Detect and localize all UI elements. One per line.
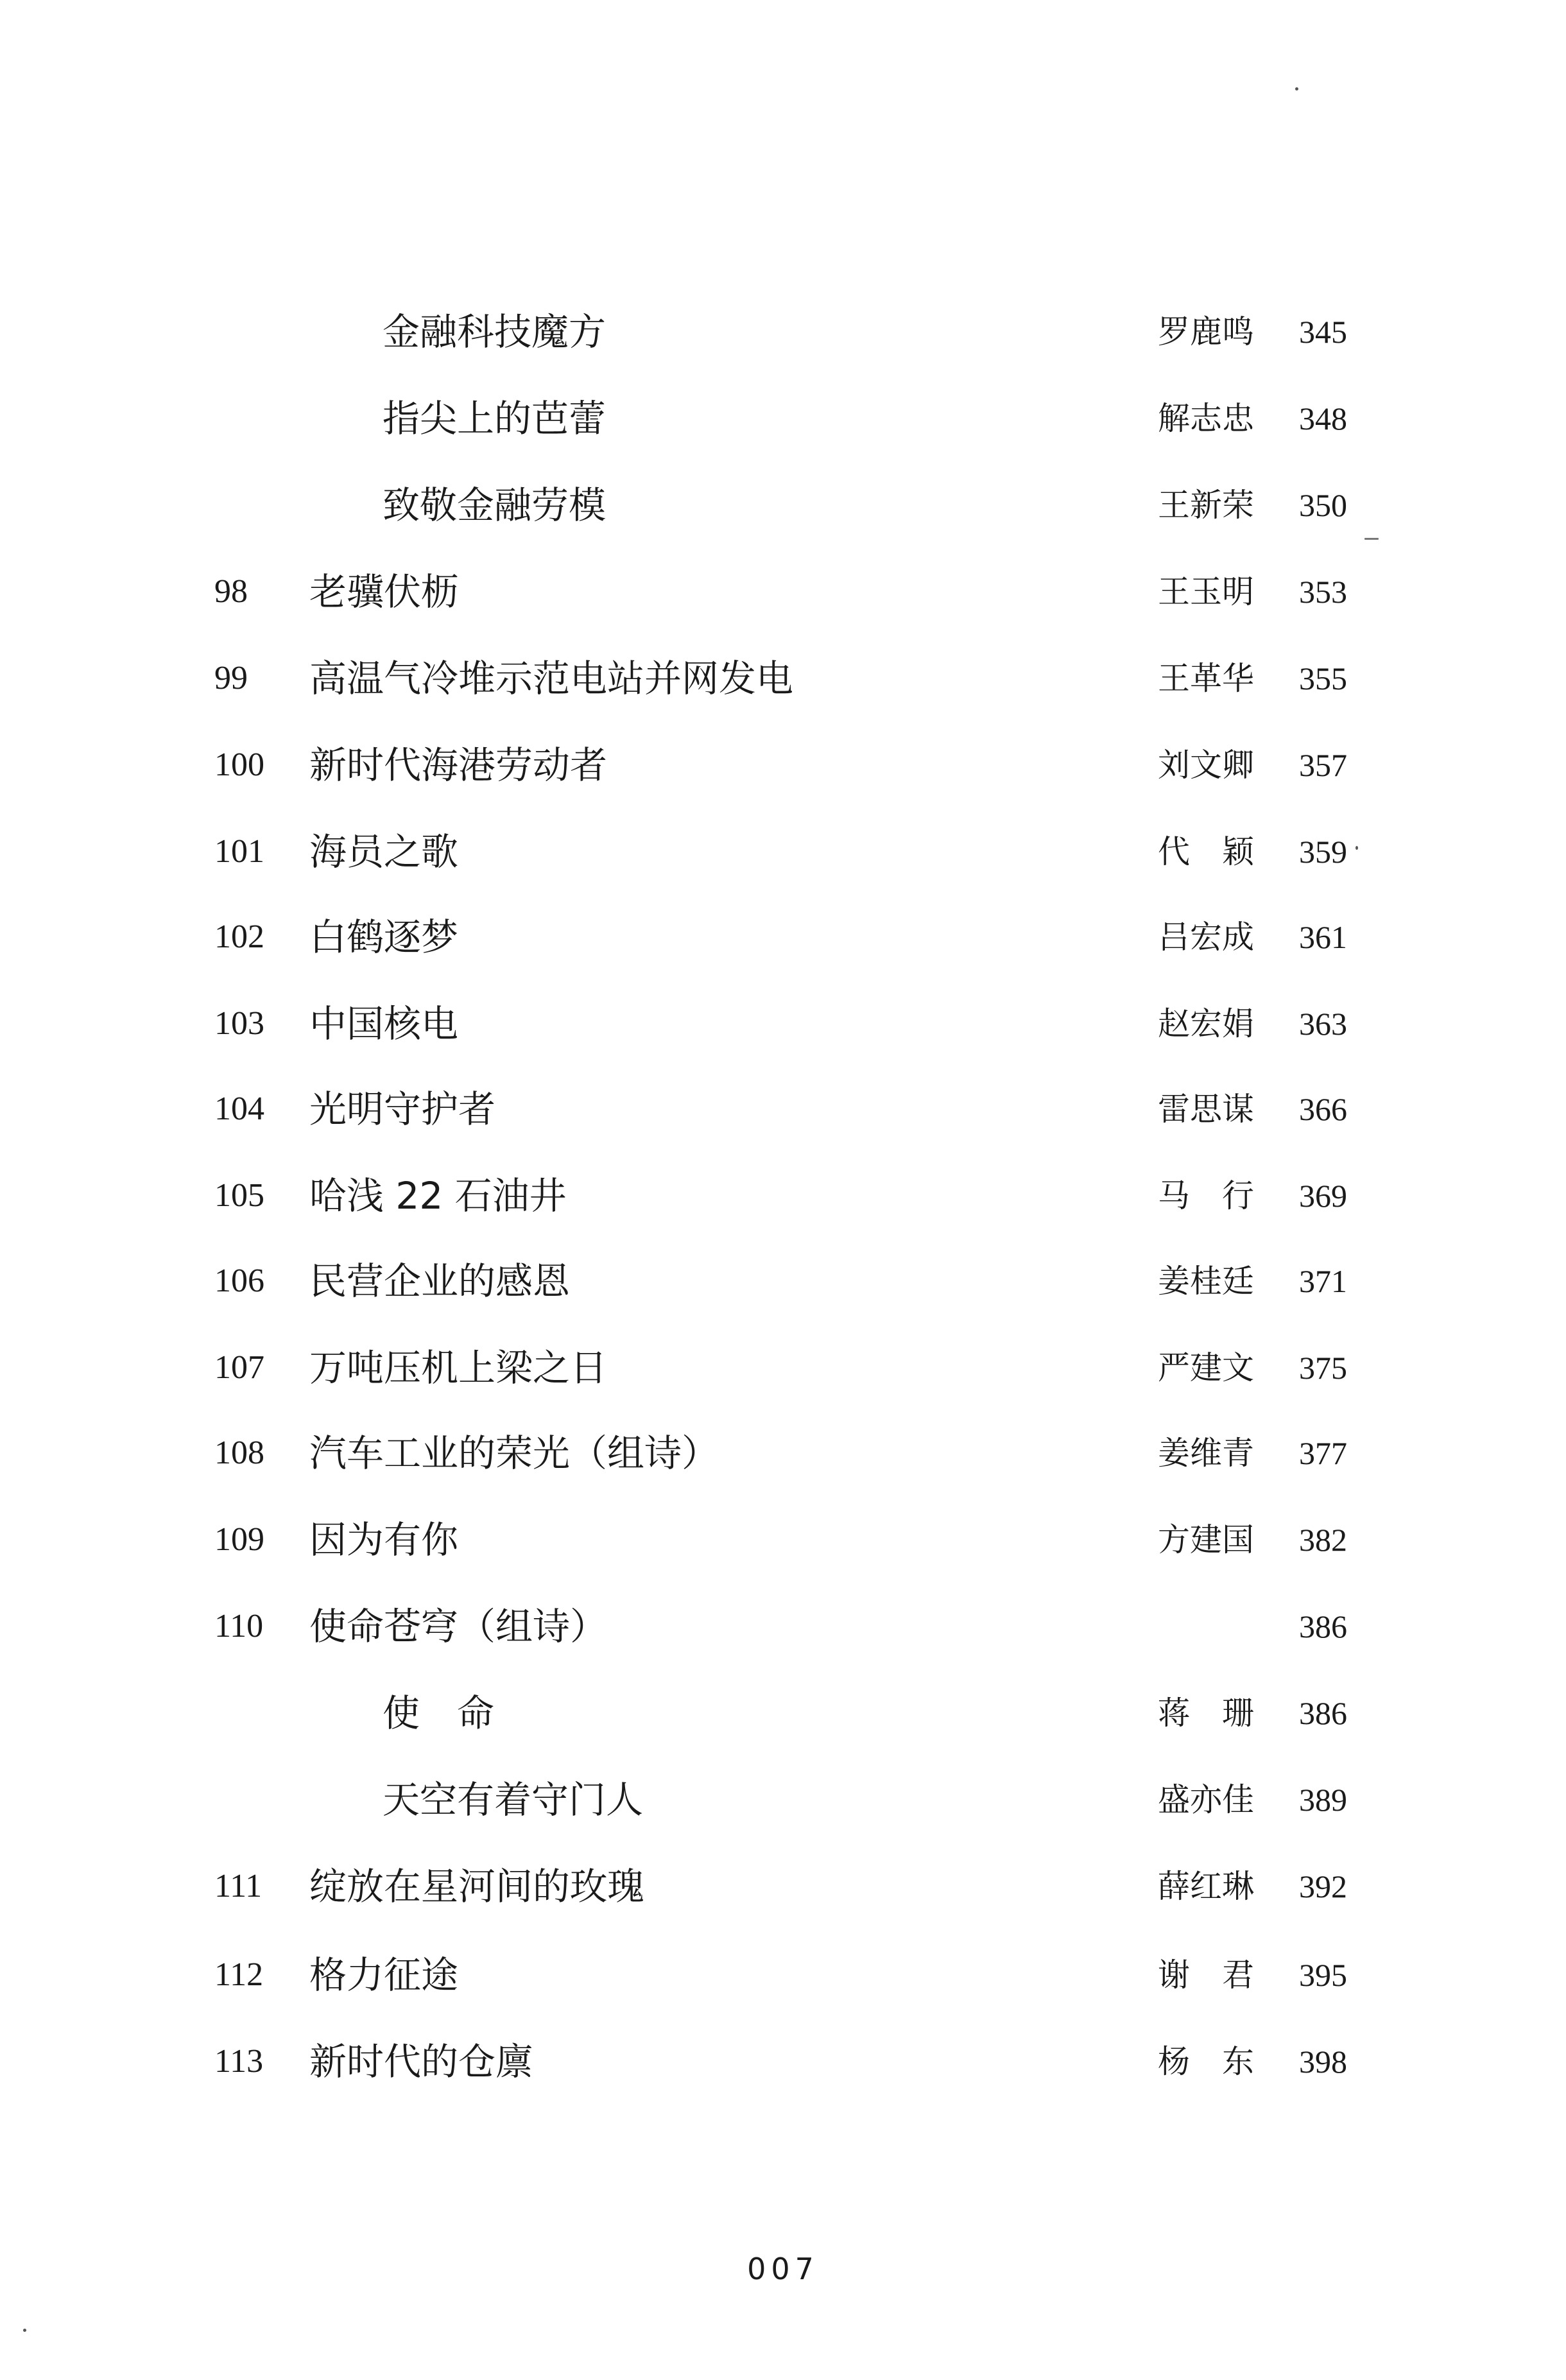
entry-title: 致敬金融劳模 xyxy=(383,483,607,527)
entry-title: 白鹤逐梦 xyxy=(309,915,459,959)
dot-leader xyxy=(462,988,1155,1059)
entry-author: 蒋 珊 xyxy=(1158,1694,1254,1732)
dot-leader xyxy=(574,1246,1155,1316)
entry-author: 盛亦佳 xyxy=(1158,1781,1254,1818)
entry-title: 民营企业的感恩 xyxy=(309,1259,571,1303)
entry-title-with-leader xyxy=(309,556,1155,627)
entry-author: 姜维青 xyxy=(1158,1435,1254,1472)
entry-title-with-leader xyxy=(383,470,1155,540)
entry-title: 万吨压机上梁之日 xyxy=(309,1346,608,1390)
dot-leader xyxy=(648,1851,1155,1922)
dot-leader xyxy=(462,1940,1155,2010)
entry-title: 格力征途 xyxy=(309,1953,459,1997)
entry-page-number: 389 xyxy=(1299,1782,1347,1818)
entry-number: 103 xyxy=(214,1005,264,1042)
entry-title: 绽放在星河间的玫瑰 xyxy=(309,1865,645,1908)
entry-title-with-leader xyxy=(309,1505,1155,1575)
entry-author: 薛红琳 xyxy=(1158,1868,1254,1905)
entry-title-with-leader xyxy=(309,643,1155,714)
entry-title: 天空有着守门人 xyxy=(383,1778,644,1822)
entry-title: 因为有你 xyxy=(309,1518,459,1562)
entry-page-number: 375 xyxy=(1299,1350,1347,1386)
entry-author: 王革华 xyxy=(1158,660,1254,697)
entry-page-number: 350 xyxy=(1299,487,1347,523)
entry-number: 113 xyxy=(214,2043,264,2080)
entry-page-number: 359 xyxy=(1299,834,1347,870)
entry-number: 108 xyxy=(214,1435,264,1471)
toc-entry xyxy=(0,1074,1566,1144)
entry-number: 105 xyxy=(214,1177,264,1214)
toc-entry xyxy=(0,297,1566,367)
entry-page-number: 366 xyxy=(1299,1091,1347,1127)
entry-title-with-leader xyxy=(309,1591,1258,1662)
entry-author: 罗鹿鸣 xyxy=(1158,313,1254,350)
entry-page-number: 353 xyxy=(1299,574,1347,610)
entry-page-number: 386 xyxy=(1299,1608,1347,1644)
entry-title: 汽车工业的荣光（组诗） xyxy=(309,1431,719,1475)
toc-entry xyxy=(0,2026,1566,2097)
entry-author: 马 行 xyxy=(1158,1177,1254,1214)
entry-title: 新时代海港劳动者 xyxy=(309,743,608,787)
entry-page-number: 355 xyxy=(1299,660,1347,696)
toc-entry xyxy=(0,902,1566,972)
entry-title-with-leader xyxy=(309,1246,1155,1316)
entry-page-number: 386 xyxy=(1299,1695,1347,1731)
entry-title: 哈浅 22 石油井 xyxy=(309,1174,567,1218)
entry-title-with-leader xyxy=(309,988,1155,1059)
entry-author: 杨 东 xyxy=(1158,2043,1254,2080)
entry-page-number: 357 xyxy=(1299,747,1347,783)
entry-title: 光明守护者 xyxy=(309,1087,496,1131)
entry-title-with-leader xyxy=(383,297,1155,367)
entry-title: 使命苍穹（组诗） xyxy=(309,1605,608,1648)
toc-entry xyxy=(0,1764,1566,1835)
entry-title: 高温气冷堆示范电站并网发电 xyxy=(309,657,794,700)
toc-entry xyxy=(0,816,1566,887)
entry-title: 金融科技魔方 xyxy=(383,310,607,354)
entry-title: 指尖上的芭蕾 xyxy=(383,397,607,440)
entry-author: 解志忠 xyxy=(1158,400,1254,437)
entry-number: 101 xyxy=(214,833,264,870)
dot-leader xyxy=(462,902,1155,972)
dot-leader xyxy=(611,1332,1155,1403)
entry-author: 严建文 xyxy=(1158,1349,1254,1386)
entry-number: 102 xyxy=(214,918,264,955)
entry-title: 新时代的仓廪 xyxy=(309,2040,533,2083)
scan-speck xyxy=(1364,538,1379,540)
entry-page-number: 361 xyxy=(1299,919,1347,955)
entry-title-with-leader xyxy=(309,816,1155,887)
entry-title: 海员之歌 xyxy=(309,830,459,874)
entry-title-with-leader xyxy=(383,1678,1155,1748)
entry-page-number: 398 xyxy=(1299,2044,1347,2080)
entry-page-number: 382 xyxy=(1299,1522,1347,1558)
entry-author: 吕宏成 xyxy=(1158,918,1254,956)
entry-title: 中国核电 xyxy=(309,1002,459,1046)
entry-title-with-leader xyxy=(309,1851,1155,1922)
entry-author: 王玉明 xyxy=(1158,573,1254,610)
entry-page-number: 345 xyxy=(1299,314,1347,350)
dot-leader xyxy=(647,1764,1155,1835)
dot-leader xyxy=(462,556,1155,627)
entry-author: 谢 君 xyxy=(1158,1956,1254,1994)
toc-entry xyxy=(0,556,1566,627)
entry-title-with-leader xyxy=(309,2026,1155,2097)
toc-entry xyxy=(0,1591,1566,1662)
entry-title-with-leader xyxy=(309,1332,1155,1403)
toc-entry xyxy=(0,1418,1566,1488)
entry-number: 99 xyxy=(214,660,248,696)
entry-author: 代 颖 xyxy=(1158,833,1254,870)
dot-leader xyxy=(723,1418,1155,1488)
toc-entry xyxy=(0,1505,1566,1575)
toc-entry xyxy=(0,1160,1566,1231)
toc-entry xyxy=(0,1940,1566,2010)
entry-title-with-leader xyxy=(309,730,1155,800)
entry-title-with-leader xyxy=(309,1160,1155,1231)
entry-number: 104 xyxy=(214,1091,264,1127)
scan-speck xyxy=(1355,846,1358,850)
entry-page-number: 377 xyxy=(1299,1435,1347,1471)
dot-leader xyxy=(462,1505,1155,1575)
page-number-footer: 007 xyxy=(747,2252,819,2286)
toc-entry xyxy=(0,1851,1566,1922)
dot-leader xyxy=(499,1074,1155,1144)
entry-page-number: 371 xyxy=(1299,1263,1347,1299)
entry-author: 姜桂廷 xyxy=(1158,1263,1254,1300)
entry-number: 98 xyxy=(214,573,248,610)
entry-author: 方建国 xyxy=(1158,1521,1254,1558)
toc-entry xyxy=(0,730,1566,800)
entry-title-with-leader xyxy=(383,1764,1155,1835)
entry-page-number: 395 xyxy=(1299,1957,1347,1993)
dot-leader xyxy=(571,1160,1155,1231)
entry-number: 109 xyxy=(214,1521,264,1558)
dot-leader xyxy=(610,470,1155,540)
entry-page-number: 392 xyxy=(1299,1868,1347,1904)
toc-entry xyxy=(0,1246,1566,1316)
entry-page-number: 348 xyxy=(1299,401,1347,436)
dot-leader xyxy=(537,2026,1155,2097)
entry-title-with-leader xyxy=(309,1940,1155,2010)
dot-leader xyxy=(611,1591,1258,1662)
scan-speck xyxy=(23,2329,26,2332)
entry-page-number: 369 xyxy=(1299,1178,1347,1214)
entry-title: 老骥伏枥 xyxy=(309,570,459,614)
dot-leader xyxy=(797,643,1155,714)
scan-speck xyxy=(1295,87,1298,91)
dot-leader xyxy=(462,816,1155,887)
entry-number: 106 xyxy=(214,1263,264,1299)
entry-number: 110 xyxy=(214,1608,264,1644)
entry-title-with-leader xyxy=(383,383,1155,454)
entry-author: 刘文卿 xyxy=(1158,746,1254,784)
toc-entry xyxy=(0,1678,1566,1748)
entry-author: 王新荣 xyxy=(1158,487,1254,524)
toc-entry xyxy=(0,1332,1566,1403)
dot-leader xyxy=(611,730,1155,800)
entry-page-number: 363 xyxy=(1299,1006,1347,1042)
dot-leader xyxy=(610,383,1155,454)
toc-entry xyxy=(0,643,1566,714)
entry-number: 107 xyxy=(214,1349,264,1386)
entry-title-with-leader xyxy=(309,1418,1155,1488)
entry-number: 100 xyxy=(214,746,264,783)
entry-number: 112 xyxy=(214,1956,264,1993)
toc-entry xyxy=(0,383,1566,454)
dot-leader xyxy=(610,297,1155,367)
entry-title: 使 命 xyxy=(383,1691,495,1735)
entry-author: 赵宏娟 xyxy=(1158,1005,1254,1042)
entry-title-with-leader xyxy=(309,902,1155,972)
entry-number: 111 xyxy=(214,1868,262,1904)
toc-entry xyxy=(0,470,1566,540)
entry-title-with-leader xyxy=(309,1074,1155,1144)
toc-entry xyxy=(0,988,1566,1059)
entry-author: 雷思谋 xyxy=(1158,1091,1254,1128)
dot-leader xyxy=(498,1678,1155,1748)
